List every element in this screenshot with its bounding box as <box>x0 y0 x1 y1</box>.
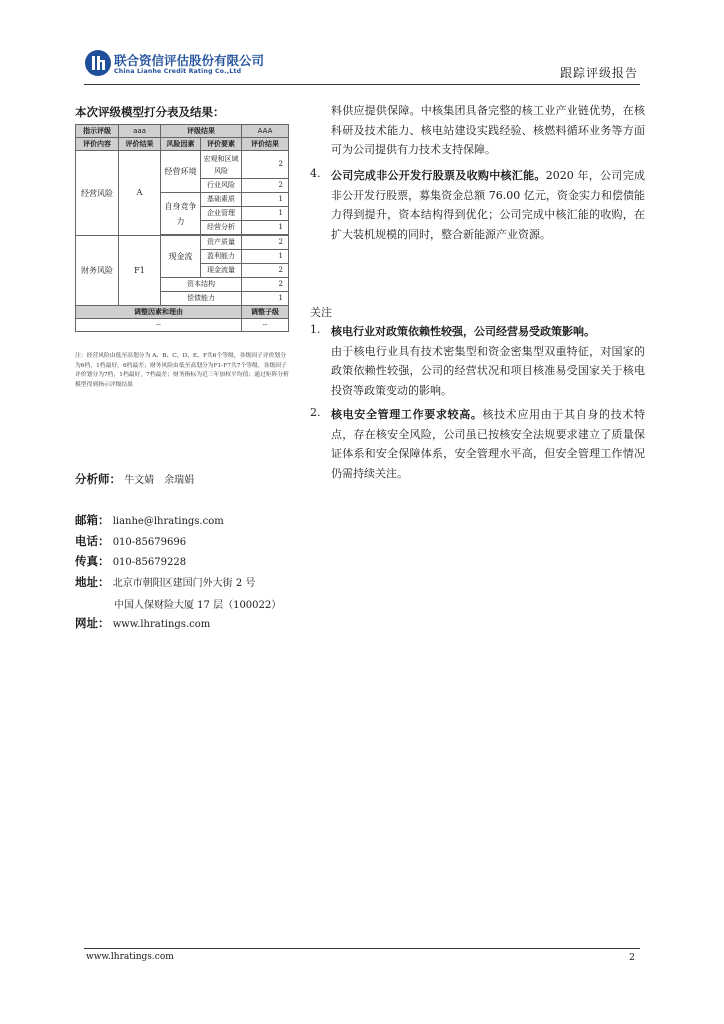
item4-text: 2020 年，公司完成非公开发行股票，募集资金总额 76.00 亿元，资金实力和偿债能力得到提升，资本结构得到优化；公司完成中核汇能的收购，在扩大装机规模的同时，整合新能源产业资源。 <box>331 169 645 241</box>
indicative-rating-value: aaa <box>119 125 161 138</box>
col-risk-factor: 风险因素 <box>161 138 201 151</box>
industry-risk-cell: 行业风险 <box>201 179 242 193</box>
concern2-number: 2. <box>310 406 321 419</box>
concerns-title: 关注 <box>310 306 332 319</box>
concern1-paragraph <box>331 322 645 400</box>
item4-paragraph <box>331 166 645 244</box>
address-line <box>75 574 255 590</box>
rating-result-label: 评级结果 <box>161 125 242 138</box>
concern1-heading: 核电行业对政策依赖性较强，公司经营易受政策影响。 <box>331 325 595 338</box>
profit-score-cell: 1 <box>242 250 289 264</box>
concern2-text: 核技术应用由于其自身的技术特点，存在核安全风险，公司虽已按核安全法规要求建立了质量保证体系和安全保障体系，安全管理水平高，但安全管理工作情况仍需持续关注。 <box>331 408 645 480</box>
col-element-result: 评价结果 <box>242 138 289 151</box>
basic-quality-cell: 基础素质 <box>201 193 242 207</box>
website-line <box>75 615 210 631</box>
financial-result-cell: F1 <box>119 236 161 306</box>
management-cell: 企业管理 <box>201 207 242 221</box>
adjust-reason-value: -- <box>76 319 242 332</box>
company-name-en: China Lianhe Credit Rating Co.,Ltd <box>114 68 242 75</box>
macro-risk-cell: 宏观和区域风险 <box>201 151 242 179</box>
competitiveness-cell: 自身竞争力 <box>161 193 201 235</box>
indicative-rating-label: 指示评级 <box>76 125 119 138</box>
item3-continuation: 料供应提供保障。中核集团具备完整的核工业产业链优势，在核科研及技术能力、核电站建设实践经验、核燃料循环业务等方面可为公司提供有力技术支持保障。 <box>331 104 645 156</box>
adjust-reason-label: 调整因素和理由 <box>76 306 242 319</box>
rating-result-value: AAA <box>242 125 289 138</box>
cash-flow-score-cell: 2 <box>242 264 289 278</box>
email-label: 邮箱： <box>75 513 110 527</box>
header-divider <box>84 84 640 85</box>
profitability-cell: 盈利能力 <box>201 250 242 264</box>
adjust-notch-label: 调整子级 <box>242 306 289 319</box>
analysts-names: 牛文婧 余瑞娟 <box>124 475 195 486</box>
concern1-text: 由于核电行业具有技术密集型和资金密集型双重特征，对国家的政策依赖性较强，公司的经营状况和项目核准易受国家关于核电投资等政策变动的影响。 <box>331 344 645 397</box>
address-label: 地址： <box>75 575 110 589</box>
asset-quality-cell: 资产质量 <box>201 236 242 250</box>
phone-line <box>75 533 186 549</box>
fax-label: 传真： <box>75 554 110 568</box>
fax-value: 010-85679228 <box>112 557 187 568</box>
operating-result-cell: A <box>119 151 161 236</box>
financial-risk-cell: 财务风险 <box>76 236 119 306</box>
table-row <box>76 319 289 332</box>
solvency-score-cell: 1 <box>242 292 289 306</box>
solvency-cell: 偿债能力 <box>161 292 242 306</box>
capital-structure-cell: 资本结构 <box>161 278 242 292</box>
management-score-cell: 1 <box>242 207 289 221</box>
cash-flow-cell: 现金流 <box>161 236 201 278</box>
col-element: 评价要素 <box>201 138 242 151</box>
company-logo-icon <box>85 50 111 76</box>
operation-score-cell: 1 <box>242 221 289 235</box>
col-result: 评价结果 <box>119 138 161 151</box>
table-row <box>76 151 289 179</box>
phone-label: 电话： <box>75 534 110 548</box>
report-type: 跟踪评级报告 <box>559 66 638 80</box>
footer-divider <box>84 948 640 949</box>
footer-url[interactable]: www.lhratings.com <box>86 952 174 962</box>
company-name-cn: 联合资信评估股份有限公司 <box>114 53 265 68</box>
asset-score-cell: 2 <box>242 236 289 250</box>
concern2-heading: 核电安全管理工作要求较高。 <box>331 408 483 421</box>
phone-value: 010-85679696 <box>112 537 187 548</box>
operating-risk-cell: 经营风险 <box>76 151 119 236</box>
fax-line <box>75 553 186 569</box>
address-line-2: 中国人保财险大厦 17 层（100022） <box>114 600 282 611</box>
capital-score-cell: 2 <box>242 278 289 292</box>
macro-score-cell: 2 <box>242 151 289 179</box>
table-row <box>76 138 289 151</box>
email-line <box>75 512 224 528</box>
table-row <box>76 125 289 138</box>
analysts-line <box>75 471 194 487</box>
industry-score-cell: 2 <box>242 179 289 193</box>
website-label: 网址： <box>75 616 110 630</box>
operating-env-cell: 经营环境 <box>161 151 201 193</box>
scorecard-table <box>75 124 289 332</box>
item4-heading: 公司完成非公开发行股票及收购中核汇能。 <box>331 169 546 182</box>
concern2-paragraph <box>331 405 645 483</box>
basic-score-cell: 1 <box>242 193 289 207</box>
table-row <box>76 306 289 319</box>
item4-number: 4. <box>310 167 321 180</box>
scorecard-title: 本次评级模型打分表及结果： <box>75 105 225 119</box>
col-content: 评价内容 <box>76 138 119 151</box>
analysts-label: 分析师： <box>75 472 121 486</box>
email-value[interactable]: lianhe@lhratings.com <box>112 516 224 527</box>
scorecard-note: 注：经营风险由低至高划分为 A、B、C、D、E、F共6个等级，各级因子评价划分为6档，1档最好，6档最差；财务风险由低至高划分为F1-F7共7个等级，各级因子评价划分为7档，1档最好，7档最差；财务指标为近三年加权平均值；通过矩阵分析模型得到指示评级结果 <box>75 353 289 388</box>
website-value[interactable]: www.lhratings.com <box>112 619 211 630</box>
cash-flow-element-cell: 现金流量 <box>201 264 242 278</box>
adjust-notch-value: -- <box>242 319 289 332</box>
operation-analysis-cell: 经营分析 <box>201 221 242 235</box>
concern1-number: 1. <box>310 323 321 336</box>
address-line-1: 北京市朝阳区建国门外大街 2 号 <box>112 578 256 589</box>
table-row <box>76 236 289 250</box>
page-number: 2 <box>628 952 635 963</box>
